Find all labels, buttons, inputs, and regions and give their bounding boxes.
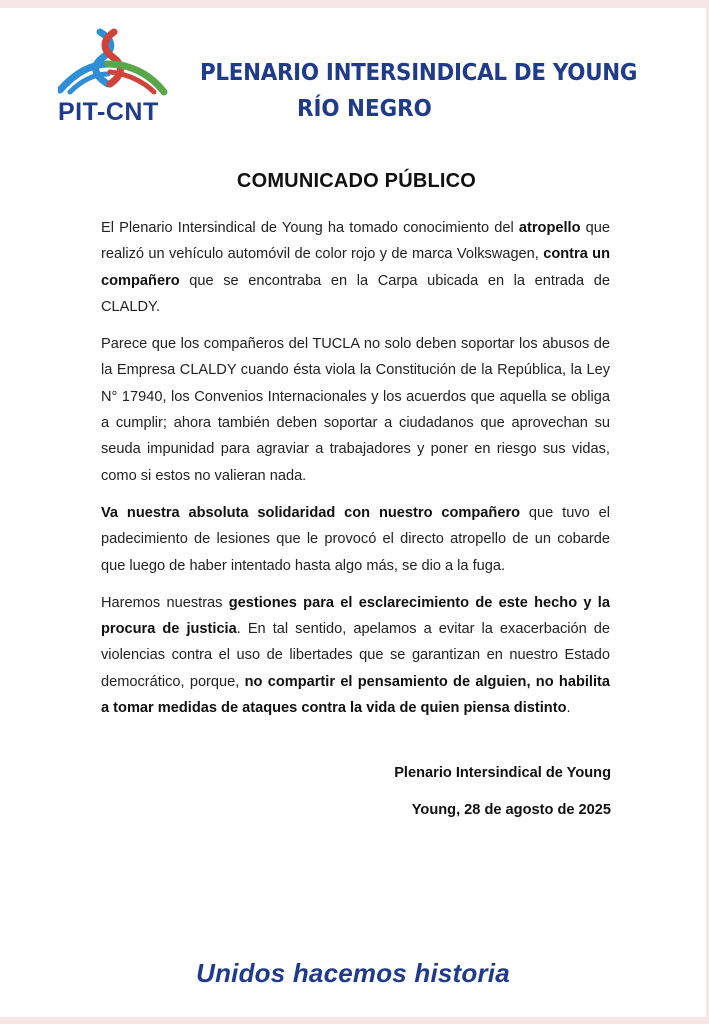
body-paragraph [101,590,610,721]
document-page [0,8,707,1017]
text-segment: El Plenario Intersindical de Young ha tomado conocimiento del [101,220,519,236]
text-segment: . [566,700,571,717]
bold-text-segment: atropello [518,220,581,236]
bold-text-segment: contra un compañero [101,246,611,289]
logo-text: PIT-CNT [58,98,159,126]
bold-text-segment: Va nuestra absoluta solidaridad con nuestro compañero [101,504,521,521]
org-region: RÍO NEGRO [297,96,432,122]
text-segment: Parece que los compañeros del TUCLA no solo deben soportar los abusos de la Empresa CLALDY cuando ésta viola la Constitución de la República, la Ley N° 17940, los Convenios Internacionales y los acuerdos que aquella se obliga a cumplir; ahora también deben soportar a ciudadanos que aprovechan su seuda impunidad para agraviar a trabajadores y poner en riesgo sus vidas, como si estos no valieran nada. [101,336,610,484]
bold-text-segment: no compartir el pensamiento de alguien, no habilita a tomar medidas de ataques contra la vida de quien piensa distinto [101,673,610,717]
body-paragraph [101,215,610,320]
org-name: PLENARIO INTERSINDICAL DE YOUNG [200,60,638,86]
signature-place-date: Young, 28 de agosto de 2025 [411,802,611,818]
document-title: COMUNICADO PÚBLICO [236,170,477,192]
slogan: Unidos hacemos historia [196,958,510,988]
signature-name: Plenario Intersindical de Young [394,765,611,781]
text-segment: Haremos nuestras [101,594,229,611]
body-paragraph [101,500,610,579]
text-segment: . En tal sentido, apelamos a evitar la exacerbación de violencias contra el uso de libertades que se garantizan en nuestro Estado democrático, porque, [101,621,610,690]
body-paragraph [101,331,610,489]
text-segment: que tuvo el padecimiento de lesiones que le provocó el directo atropello de un cobarde que luego de haber intentado hasta algo más, se dio a la fuga. [101,504,610,574]
bold-text-segment: gestiones para el esclarecimiento de este hecho y la procura de justicia [101,594,610,638]
pit-cnt-logo [58,28,183,128]
text-segment: que realizó un vehículo automóvil de color rojo y de marca Volkswagen, [101,220,610,263]
document-body [101,215,610,732]
pit-cnt-emblem-icon [58,28,183,98]
text-segment: que se encontraba en la Carpa ubicada en la entrada de CLALDY. [101,272,610,315]
